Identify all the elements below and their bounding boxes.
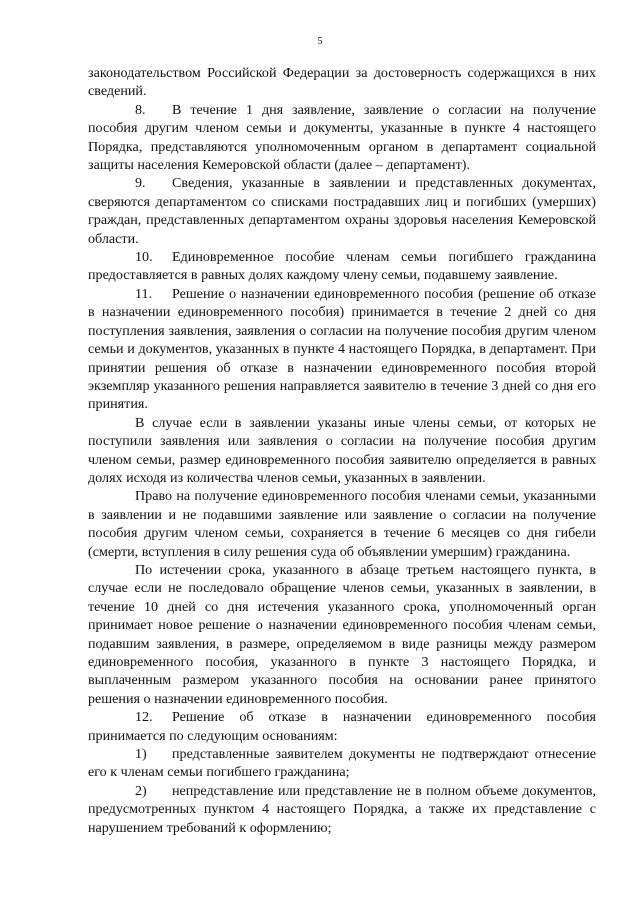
item-number: 11. [135,285,153,302]
document-body [88,64,596,837]
paragraph-11-part-4 [88,561,596,708]
paragraph-text: представленные заявителем документы не подтверждают отнесение его к членам семьи погибшего гражданина; [88,746,596,781]
paragraph-subitem-2 [88,782,596,837]
item-number: 2) [135,782,147,799]
paragraph-text: Решение о назначении единовременного пособия (решение об отказе в назначении единовременного пособия) принимается в течение 2 дней со дня поступления заявления, заявления о согласии на получение пособия другим членом семьи и документов, указанных в пункте 4 настоящего Порядка, в департамент. При принятии решения об отказе в назначении единовременного пособия второй экземпляр указанного решения направляется заявителю в течение 3 дней со дня его принятия. [88,285,596,413]
paragraph-text: Единовременное пособие членам семьи погибшего гражданина предоставляется в равных долях каждому члену семьи, подавшему заявление. [88,249,596,284]
item-number: 8. [135,101,146,118]
paragraph-11-part-3 [88,487,596,561]
paragraph-item-10 [88,248,596,285]
item-number: 12. [135,709,153,726]
paragraph-item-11 [88,285,596,414]
paragraph-subitem-1 [88,745,596,782]
paragraph-text: непредставление или представление не в полном объеме документов, предусмотренных пунктом 4 настоящего Порядка, а также их представление с нарушением требований к оформлению; [88,782,596,836]
paragraph-text: Сведения, указанные в заявлении и представленных документах, сверяются департаментом со списками пострадавших лиц и погибших (умерших) граждан, представленных департаментом охраны здоровья населения Кемеровской области. [88,175,596,247]
item-number: 1) [135,746,147,763]
paragraph-text: В течение 1 дня заявление, заявление о согласии на получение пособия другим членом семьи и документы, указанные в пункте 4 настоящего Порядка, представляются уполномоченным органом в департамент социальной защиты населения Кемеровской области (далее – департамент). [88,101,596,174]
item-number: 9. [135,175,146,192]
page-number: 5 [317,36,323,47]
item-number: 10. [135,249,153,266]
paragraph-continuation [88,64,596,101]
paragraph-11-part-2 [88,414,596,488]
paragraph-text: Решение об отказе в назначении единовременного пособия принимается по следующим основаниям: [88,709,596,744]
paragraph-item-9 [88,174,596,248]
paragraph-text: По истечении срока, указанного в абзаце третьем настоящего пункта, в случае если не последовало обращение членов семьи, указанных в заявлении, в течение 10 дней со дня истечения указанного срока, уполномоченный орган принимает новое решение о назначении единовременного пособия членам семьи, подавшим заявления, в размере, определяемом в виде разницы между размером единовременного пособия, указанного в пункте 3 настоящего Порядка, и выплаченным размером указанного пособия на основании ранее принятого решения о назначении единовременного пособия. [88,561,596,707]
paragraph-item-12 [88,708,596,745]
paragraph-text: В случае если в заявлении указаны иные члены семьи, от которых не поступили заявления или заявления о согласии на получение пособия другим членом семьи, размер единовременного пособия заявителю определяется в равных долях исходя из количества членов семьи, указанных в заявлении. [88,414,596,486]
paragraph-item-8 [88,101,596,175]
paragraph-text: Право на получение единовременного пособия членами семьи, указанными в заявлении и не подавшими заявление или заявление о согласии на получение пособия другим членом семьи, сохраняется в течение 6 месяцев со дня гибели (смерти, вступления в силу решения суда об объявлении умершим) гражданина. [88,488,596,560]
paragraph-text: законодательством Российской Федерации за достоверность содержащихся в них сведений. [88,65,596,100]
